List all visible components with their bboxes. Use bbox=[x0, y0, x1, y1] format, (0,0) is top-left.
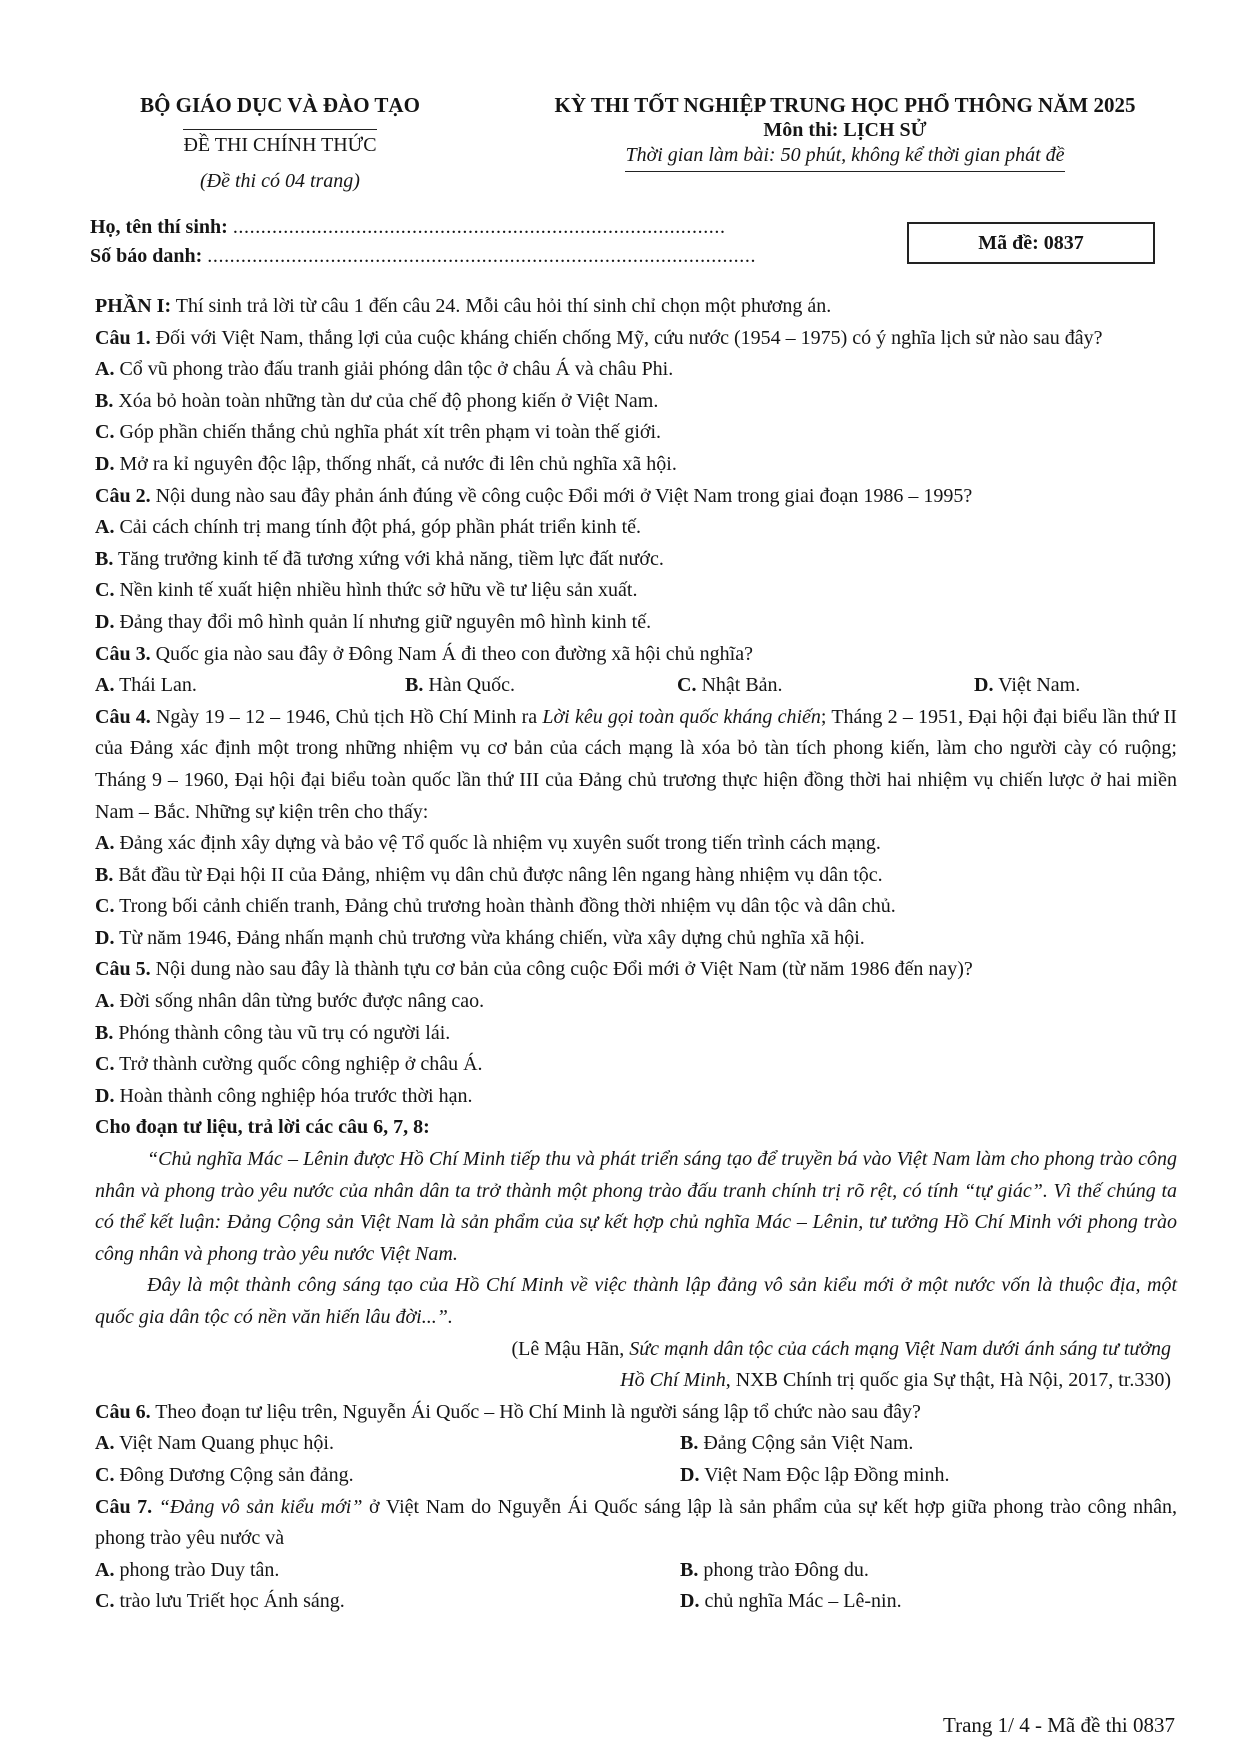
option-key: A. bbox=[95, 358, 115, 381]
option-text: Đời sống nhân dân từng bước được nâng cao. bbox=[114, 990, 485, 1013]
question-6 bbox=[95, 1397, 1177, 1429]
q2-option-b bbox=[95, 544, 1177, 576]
exam-title: KỲ THI TỐT NGHIỆP TRUNG HỌC PHỔ THÔNG NĂM 2025 bbox=[554, 93, 1136, 117]
q1-option-d bbox=[95, 449, 1177, 481]
exam-code-box: Mã đề: 0837 bbox=[907, 222, 1155, 264]
question-4 bbox=[95, 702, 1177, 828]
option-text: Từ năm 1946, Đảng nhấn mạnh chủ trương vừa kháng chiến, vừa xây dựng chủ nghĩa xã hội. bbox=[114, 926, 865, 949]
q2-option-c bbox=[95, 575, 1177, 607]
q6-option-b bbox=[680, 1428, 913, 1460]
passage-paragraph-1 bbox=[95, 1144, 1177, 1270]
q7-options-row-2 bbox=[95, 1586, 1177, 1618]
option-text: Tăng trưởng kinh tế đã tương xứng với khả năng, tiềm lực đất nước. bbox=[113, 547, 664, 570]
header-right bbox=[500, 92, 1190, 172]
option-key: D. bbox=[680, 1590, 700, 1613]
q6-options-row-2 bbox=[95, 1460, 1177, 1492]
ministry-name: BỘ GIÁO DỤC VÀ ĐÀO TẠO bbox=[140, 93, 420, 117]
option-key: D. bbox=[95, 610, 115, 633]
option-key: B. bbox=[680, 1432, 699, 1455]
option-key: A. bbox=[95, 1558, 115, 1581]
option-text: Trong bối cảnh chiến tranh, Đảng chủ trương hoàn thành đồng thời nhiệm vụ dân tộc và dân chủ. bbox=[114, 895, 896, 918]
option-key: C. bbox=[677, 674, 697, 697]
question-label: Câu 4. bbox=[95, 705, 151, 728]
option-text: Đảng thay đổi mô hình quản lí nhưng giữ nguyên mô hình kinh tế. bbox=[114, 610, 652, 633]
q1-option-c bbox=[95, 417, 1177, 449]
option-key: A. bbox=[95, 1432, 115, 1455]
q7-options-row-1 bbox=[95, 1555, 1177, 1587]
candidate-name-line bbox=[90, 214, 726, 240]
option-text: Bắt đầu từ Đại hội II của Đảng, nhiệm vụ dân chủ được nâng lên ngang hàng nhiệm vụ dân tộc. bbox=[113, 863, 883, 886]
q6-options-row-1 bbox=[95, 1428, 1177, 1460]
q5-option-d bbox=[95, 1081, 1177, 1113]
option-text: Nền kinh tế xuất hiện nhiều hình thức sở hữu về tư liệu sản xuất. bbox=[114, 579, 638, 602]
option-text: Xóa bỏ hoàn toàn những tàn dư của chế độ phong kiến ở Việt Nam. bbox=[113, 389, 659, 412]
option-key: B. bbox=[95, 1021, 114, 1044]
question-text: ở Việt Nam do Nguyễn Ái Quốc sáng lập là sản phẩm của sự kết hợp giữa phong trào công nhân, phong trào yêu nước và bbox=[95, 1495, 1177, 1550]
option-key: C. bbox=[95, 1590, 115, 1613]
question-5 bbox=[95, 954, 1177, 986]
option-key: B. bbox=[680, 1558, 699, 1581]
exam-time: Thời gian làm bài: 50 phút, không kể thời gian phát đề bbox=[625, 142, 1064, 172]
q3-options bbox=[95, 670, 1177, 702]
q3-option-a bbox=[95, 670, 405, 702]
question-text: Ngày 19 – 12 – 1946, Chủ tịch Hồ Chí Minh ra bbox=[150, 705, 543, 728]
question-label: Câu 6. bbox=[95, 1400, 151, 1423]
option-key: B. bbox=[95, 863, 114, 886]
q4-option-c bbox=[95, 891, 1177, 923]
source-title-cont: Hồ Chí Minh bbox=[620, 1369, 726, 1392]
option-text: Cổ vũ phong trào đấu tranh giải phóng dân tộc ở châu Á và châu Phi. bbox=[114, 358, 674, 381]
question-label: Câu 1. bbox=[95, 326, 151, 349]
q4-option-a bbox=[95, 828, 1177, 860]
option-text: Đảng xác định xây dựng và bảo vệ Tổ quốc là nhiệm vụ xuyên suốt trong tiến trình cách mạng. bbox=[114, 832, 881, 855]
option-key: C. bbox=[95, 1463, 115, 1486]
q7-option-a bbox=[95, 1555, 680, 1587]
option-text: Cải cách chính trị mang tính đột phá, góp phần phát triển kinh tế. bbox=[114, 516, 641, 539]
page-footer: Trang 1/ 4 - Mã đề thi 0837 bbox=[943, 1713, 1175, 1737]
exam-body bbox=[95, 291, 1177, 1618]
q2-option-d bbox=[95, 607, 1177, 639]
passage-intro bbox=[95, 1112, 1177, 1144]
option-key: C. bbox=[95, 895, 115, 918]
q5-option-a bbox=[95, 986, 1177, 1018]
page-count-note: (Đề thi có 04 trang) bbox=[200, 170, 360, 192]
option-key: A. bbox=[95, 674, 115, 697]
passage-source-line-1 bbox=[95, 1334, 1177, 1366]
q3-option-d bbox=[974, 670, 1080, 702]
question-1 bbox=[95, 323, 1177, 355]
q7-option-b bbox=[680, 1555, 869, 1587]
question-7 bbox=[95, 1492, 1177, 1555]
part1-instruction bbox=[95, 291, 1177, 323]
question-2 bbox=[95, 481, 1177, 513]
option-text: phong trào Duy tân. bbox=[114, 1558, 280, 1581]
q6-option-c bbox=[95, 1460, 680, 1492]
passage-text: “Chủ nghĩa Mác – Lênin được Hồ Chí Minh tiếp thu và phát triển sáng tạo để truyền bá vào Việt Nam làm cho phong trào công nhân và phong trào yêu nước của nhân dân ta trở thành một phong trào đấu tranh chính trị rõ rệt, có tính “tự giác”. Vì thế chúng ta có thể kết luận: Đảng Cộng sản Việt Nam là sản phẩm của sự kết hợp chủ nghĩa Mác – Lênin, tư tưởng Hồ Chí Minh với phong trào công nhân và phong trào yêu nước Việt Nam. bbox=[95, 1148, 1177, 1265]
q6-option-a bbox=[95, 1428, 680, 1460]
source-title: Sức mạnh dân tộc của cách mạng Việt Nam dưới ánh sáng tư tưởng bbox=[629, 1337, 1171, 1360]
option-key: A. bbox=[95, 516, 115, 539]
option-text: Mở ra kỉ nguyên độc lập, thống nhất, cả nước đi lên chủ nghĩa xã hội. bbox=[114, 452, 677, 475]
question-text-cont: ; Tháng 2 – 1951, Đại hội đại biểu lần thứ II của Đảng xác định một trong những nhiệm vụ cơ bản của cách mạng là xóa bỏ tàn tích phong kiến, làm cho người cày có ruộng; Tháng 9 – 1960, Đại hội đại biểu toàn quốc lần thứ III của Đảng chủ trương thực hiện đồng thời hai nhiệm vụ chiến lược ở hai miền Nam – Bắc. Những sự kiện trên cho thấy: bbox=[95, 705, 1177, 823]
q6-option-d bbox=[680, 1460, 950, 1492]
question-label: Câu 7. bbox=[95, 1495, 153, 1518]
option-text: Hoàn thành công nghiệp hóa trước thời hạn. bbox=[114, 1084, 473, 1107]
option-key: C. bbox=[95, 579, 115, 602]
part1-text: Thí sinh trả lời từ câu 1 đến câu 24. Mỗi câu hỏi thí sinh chỉ chọn một phương án. bbox=[171, 295, 832, 317]
q7-option-d bbox=[680, 1586, 902, 1618]
source-author: (Lê Mậu Hãn, bbox=[511, 1337, 630, 1360]
option-key: C. bbox=[95, 1053, 115, 1076]
candidate-id-label: Số báo danh: bbox=[90, 245, 203, 267]
option-key: D. bbox=[974, 674, 994, 697]
candidate-name-field: ........................................................................................ bbox=[232, 216, 726, 238]
q1-option-b bbox=[95, 386, 1177, 418]
question-text: Theo đoạn tư liệu trên, Nguyễn Ái Quốc – Hồ Chí Minh là người sáng lập tổ chức nào sau đây? bbox=[150, 1400, 921, 1423]
option-key: C. bbox=[95, 421, 115, 444]
candidate-id-line bbox=[90, 243, 756, 269]
question-label: Câu 5. bbox=[95, 958, 151, 981]
option-text: Đông Dương Cộng sản đảng. bbox=[114, 1463, 354, 1486]
option-key: D. bbox=[95, 1084, 115, 1107]
header-left bbox=[100, 92, 460, 194]
candidate-id-field: .................................................................................................. bbox=[207, 245, 757, 267]
option-key: D. bbox=[95, 926, 115, 949]
question-text: Nội dung nào sau đây phản ánh đúng về công cuộc Đổi mới ở Việt Nam trong giai đoạn 1986 – 1995? bbox=[150, 484, 973, 507]
question-3 bbox=[95, 639, 1177, 671]
candidate-name-label: Họ, tên thí sinh: bbox=[90, 216, 228, 238]
passage-source-line-2 bbox=[95, 1365, 1177, 1397]
passage-intro-text: Cho đoạn tư liệu, trả lời các câu 6, 7, 8: bbox=[95, 1116, 430, 1139]
option-text: trào lưu Triết học Ánh sáng. bbox=[114, 1590, 345, 1613]
part1-label: PHẦN I: bbox=[95, 295, 172, 317]
option-key: D. bbox=[680, 1463, 700, 1486]
option-key: B. bbox=[95, 389, 114, 412]
passage-text: Đây là một thành công sáng tạo của Hồ Chí Minh về việc thành lập đảng vô sản kiểu mới ở một nước vốn là thuộc địa, một quốc gia dân tộc có nền văn hiến lâu đời...”. bbox=[95, 1274, 1177, 1328]
question-italic-term: “Đảng vô sản kiểu mới” bbox=[152, 1495, 363, 1518]
exam-subject: Môn thi: LỊCH SỬ bbox=[763, 119, 927, 141]
option-text: Trở thành cường quốc công nghiệp ở châu Á. bbox=[114, 1053, 483, 1076]
option-text: phong trào Đông du. bbox=[698, 1558, 869, 1581]
q3-option-c bbox=[677, 670, 974, 702]
question-label: Câu 2. bbox=[95, 484, 151, 507]
option-key: A. bbox=[95, 990, 115, 1013]
question-label: Câu 3. bbox=[95, 642, 151, 665]
question-text: Nội dung nào sau đây là thành tựu cơ bản của công cuộc Đổi mới ở Việt Nam (từ năm 1986 đến nay)? bbox=[150, 958, 973, 981]
option-text: Đảng Cộng sản Việt Nam. bbox=[698, 1432, 914, 1455]
option-text: Góp phần chiến thắng chủ nghĩa phát xít trên phạm vi toàn thế giới. bbox=[114, 421, 662, 444]
q4-option-b bbox=[95, 860, 1177, 892]
official-label: ĐỀ THI CHÍNH THỨC bbox=[183, 129, 376, 158]
q5-option-c bbox=[95, 1049, 1177, 1081]
option-text: Việt Nam Độc lập Đồng minh. bbox=[699, 1463, 950, 1486]
q1-option-a bbox=[95, 354, 1177, 386]
source-publisher: , NXB Chính trị quốc gia Sự thật, Hà Nội, 2017, tr.330) bbox=[725, 1369, 1171, 1392]
option-key: D. bbox=[95, 452, 115, 475]
option-text: Thái Lan. bbox=[114, 674, 197, 697]
question-text: Quốc gia nào sau đây ở Đông Nam Á đi theo con đường xã hội chủ nghĩa? bbox=[150, 642, 753, 665]
option-key: A. bbox=[95, 832, 115, 855]
q7-option-c bbox=[95, 1586, 680, 1618]
option-text: Việt Nam Quang phục hội. bbox=[114, 1432, 334, 1455]
option-key: B. bbox=[405, 674, 424, 697]
option-text: Việt Nam. bbox=[993, 674, 1081, 697]
q5-option-b bbox=[95, 1018, 1177, 1050]
option-text: Phóng thành công tàu vũ trụ có người lái. bbox=[113, 1021, 451, 1044]
option-text: chủ nghĩa Mác – Lê-nin. bbox=[699, 1590, 902, 1613]
option-key: B. bbox=[95, 547, 114, 570]
option-text: Hàn Quốc. bbox=[423, 674, 515, 697]
q4-option-d bbox=[95, 923, 1177, 955]
option-text: Nhật Bản. bbox=[696, 674, 783, 697]
q3-option-b bbox=[405, 670, 677, 702]
passage-paragraph-2 bbox=[95, 1270, 1177, 1333]
question-text: Đối với Việt Nam, thắng lợi của cuộc kháng chiến chống Mỹ, cứu nước (1954 – 1975) có ý nghĩa lịch sử nào sau đây? bbox=[150, 326, 1103, 349]
question-italic-title: Lời kêu gọi toàn quốc kháng chiến bbox=[542, 705, 821, 728]
q2-option-a bbox=[95, 512, 1177, 544]
